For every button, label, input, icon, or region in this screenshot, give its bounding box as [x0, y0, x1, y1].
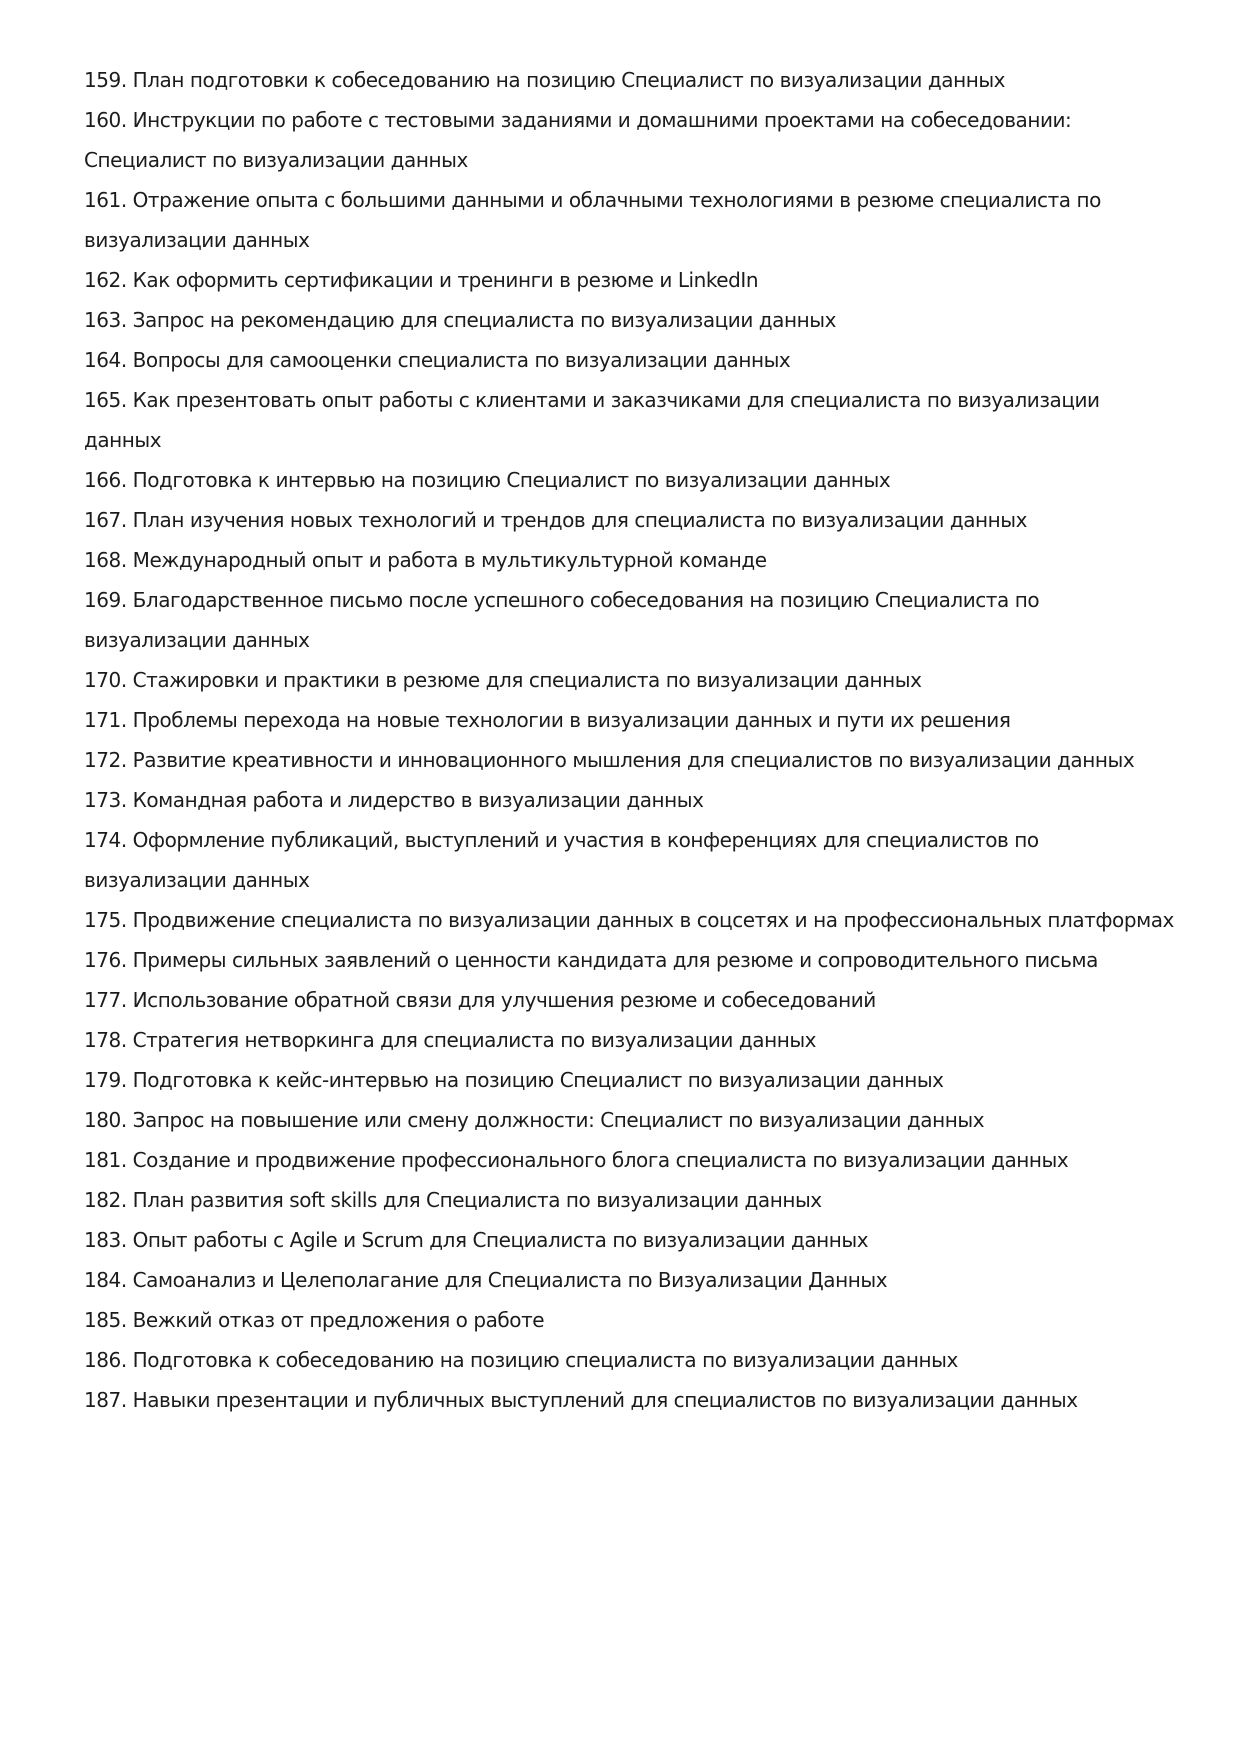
list-item: 178. Стратегия нетворкинга для специалиста по визуализации данных [84, 1028, 817, 1052]
list-item: 164. Вопросы для самооценки специалиста по визуализации данных [84, 348, 791, 372]
list-item: 180. Запрос на повышение или смену должности: Специалист по визуализации данных [84, 1108, 985, 1132]
list-item: 187. Навыки презентации и публичных выступлений для специалистов по визуализации данных [84, 1388, 1078, 1412]
list-item: 185. Вежкий отказ от предложения о работе [84, 1308, 545, 1332]
list-item: 168. Международный опыт и работа в мультикультурной команде [84, 548, 767, 572]
topic-list [84, 60, 1174, 1420]
list-item: 162. Как оформить сертификации и тренинги в резюме и LinkedIn [84, 268, 759, 292]
list-item: 161. Отражение опыта с большими данными и облачными технологиями в резюме специалиста по визуализации данных [84, 188, 1101, 252]
list-item: 177. Использование обратной связи для улучшения резюме и собеседований [84, 988, 876, 1012]
list-item: 171. Проблемы перехода на новые технологии в визуализации данных и пути их решения [84, 708, 1011, 732]
list-item: 173. Командная работа и лидерство в визуализации данных [84, 788, 704, 812]
list-item: 174. Оформление публикаций, выступлений и участия в конференциях для специалистов по визуализации данных [84, 828, 1039, 892]
list-item: 159. План подготовки к собеседованию на позицию Специалист по визуализации данных [84, 68, 1006, 92]
list-item: 183. Опыт работы с Agile и Scrum для Специалиста по визуализации данных [84, 1228, 869, 1252]
list-item: 176. Примеры сильных заявлений о ценности кандидата для резюме и сопроводительного письма [84, 948, 1098, 972]
list-item: 170. Стажировки и практики в резюме для специалиста по визуализации данных [84, 668, 922, 692]
list-item: 184. Самоанализ и Целеполагание для Специалиста по Визуализации Данных [84, 1268, 888, 1292]
list-item: 167. План изучения новых технологий и трендов для специалиста по визуализации данных [84, 508, 1027, 532]
list-item: 181. Создание и продвижение профессионального блога специалиста по визуализации данных [84, 1148, 1069, 1172]
list-item: 163. Запрос на рекомендацию для специалиста по визуализации данных [84, 308, 836, 332]
list-item: 179. Подготовка к кейс-интервью на позицию Специалист по визуализации данных [84, 1068, 944, 1092]
list-item: 166. Подготовка к интервью на позицию Специалист по визуализации данных [84, 468, 891, 492]
list-item: 175. Продвижение специалиста по визуализации данных в соцсетях и на профессиональных платформах [84, 908, 1174, 932]
list-item: 169. Благодарственное письмо после успешного собеседования на позицию Специалиста по визуализации данных [84, 588, 1040, 652]
list-item: 182. План развития soft skills для Специалиста по визуализации данных [84, 1188, 822, 1212]
list-item: 165. Как презентовать опыт работы с клиентами и заказчиками для специалиста по визуализации данных [84, 388, 1100, 452]
list-item: 172. Развитие креативности и инновационного мышления для специалистов по визуализации данных [84, 748, 1135, 772]
list-item: 186. Подготовка к собеседованию на позицию специалиста по визуализации данных [84, 1348, 958, 1372]
list-item: 160. Инструкции по работе с тестовыми заданиями и домашними проектами на собеседовании: Специалист по визуализации данных [84, 108, 1072, 172]
